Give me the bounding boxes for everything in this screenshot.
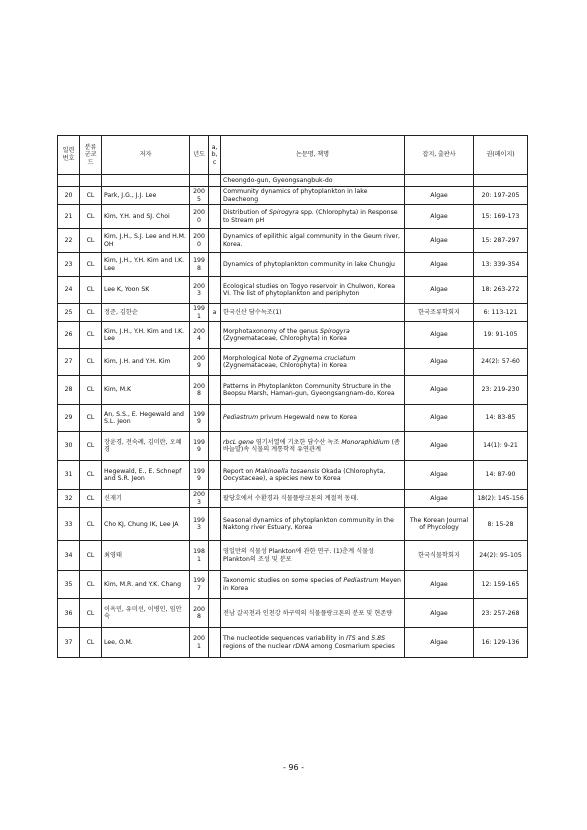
row-journal: Algae bbox=[405, 571, 474, 599]
table-header-row bbox=[58, 136, 528, 175]
row-no: 34 bbox=[58, 541, 80, 571]
row-no: 37 bbox=[58, 628, 80, 658]
header-abc: a, b, c bbox=[209, 136, 221, 175]
table-row bbox=[58, 571, 528, 599]
row-volume: 18: 263-272 bbox=[474, 277, 528, 304]
row-journal: Algae bbox=[405, 461, 474, 490]
row-taxon: CL bbox=[80, 541, 102, 571]
row-volume: 15: 169-173 bbox=[474, 205, 528, 229]
row-journal: Algae bbox=[405, 349, 474, 376]
row-title: Ecological studies on Togyo reservoir in Chulwon, Korea VI. The list of phytoplankton and periphyton bbox=[221, 277, 405, 304]
row-abc bbox=[209, 599, 221, 628]
row-year: 2009 bbox=[190, 349, 209, 376]
row-no: 36 bbox=[58, 599, 80, 628]
row-taxon: CL bbox=[80, 349, 102, 376]
row-taxon: CL bbox=[80, 229, 102, 253]
row-abc bbox=[209, 571, 221, 599]
row-title: 한국신산 담수녹조(1) bbox=[221, 304, 405, 322]
row-taxon: CL bbox=[80, 508, 102, 541]
header-author: 저자 bbox=[102, 136, 190, 175]
table-row bbox=[58, 205, 528, 229]
row-abc bbox=[209, 432, 221, 461]
row-author: Kim, J.H., S.J. Lee and H.M. OH bbox=[102, 229, 190, 253]
row-no: 25 bbox=[58, 304, 80, 322]
row-abc: a bbox=[209, 304, 221, 322]
row-taxon: CL bbox=[80, 205, 102, 229]
row-year: 2008 bbox=[190, 599, 209, 628]
row-journal: Algae bbox=[405, 322, 474, 349]
row-title: Taxonomic studies on some species of Pediastrum Meyen in Korea bbox=[221, 571, 405, 599]
row-year: 2000 bbox=[190, 229, 209, 253]
row-no: 22 bbox=[58, 229, 80, 253]
page-number: - 96 - bbox=[282, 763, 305, 772]
row-journal: Algae bbox=[405, 277, 474, 304]
row-abc bbox=[209, 229, 221, 253]
row-volume: 23: 257-268 bbox=[474, 599, 528, 628]
row-no: 35 bbox=[58, 571, 80, 599]
row-abc bbox=[209, 322, 221, 349]
row-taxon: CL bbox=[80, 304, 102, 322]
table-row bbox=[58, 490, 528, 508]
row-taxon: CL bbox=[80, 599, 102, 628]
row-taxon: CL bbox=[80, 187, 102, 205]
row-volume: 24(2): 57-60 bbox=[474, 349, 528, 376]
table-row bbox=[58, 277, 528, 304]
row-journal: Algae bbox=[405, 599, 474, 628]
table-row bbox=[58, 405, 528, 432]
row-volume: 15: 287-297 bbox=[474, 229, 528, 253]
row-abc bbox=[209, 205, 221, 229]
row-no: 29 bbox=[58, 405, 80, 432]
row-volume: 16: 129-136 bbox=[474, 628, 528, 658]
row-title: 팔당호에서 수환경과 식물플랑크톤의 계절적 동태. bbox=[221, 490, 405, 508]
row-journal: Algae bbox=[405, 376, 474, 405]
row-journal: 한국조류학회지 bbox=[405, 304, 474, 322]
row-volume: 14: 83-85 bbox=[474, 405, 528, 432]
row-author: Park, J.G., J.J. Lee bbox=[102, 187, 190, 205]
row-author: Kim, Y.H. and SJ. Choi bbox=[102, 205, 190, 229]
reference-table bbox=[57, 135, 528, 658]
table-row bbox=[58, 508, 528, 541]
header-no: 일련번호 bbox=[58, 136, 80, 175]
row-no: 21 bbox=[58, 205, 80, 229]
row-author: 정준, 김한순 bbox=[102, 304, 190, 322]
row-author: Kim, J.H., Y.H. Kim and I.K. Lee bbox=[102, 253, 190, 277]
row-year: 2001 bbox=[190, 628, 209, 658]
row-abc bbox=[209, 628, 221, 658]
row-abc bbox=[209, 490, 221, 508]
row-author: Kim, M.K bbox=[102, 376, 190, 405]
row-year: 1999 bbox=[190, 405, 209, 432]
row-title: Dynamics of epilithic algal community in the Geum river, Korea. bbox=[221, 229, 405, 253]
row-abc bbox=[209, 461, 221, 490]
row-journal: Algae bbox=[405, 187, 474, 205]
row-abc bbox=[209, 376, 221, 405]
row-year: 1991 bbox=[190, 304, 209, 322]
row-no: 30 bbox=[58, 432, 80, 461]
row-no: 26 bbox=[58, 322, 80, 349]
row-volume: 24(2): 95-105 bbox=[474, 541, 528, 571]
row-year: 1999 bbox=[190, 461, 209, 490]
row-taxon: CL bbox=[80, 322, 102, 349]
row-year: 2004 bbox=[190, 322, 209, 349]
row-volume: 14: 87-90 bbox=[474, 461, 528, 490]
row-volume: 19: 91-105 bbox=[474, 322, 528, 349]
row-abc bbox=[209, 187, 221, 205]
row-author: Kim, J.H. and Y.H. Kim bbox=[102, 349, 190, 376]
row-taxon: CL bbox=[80, 277, 102, 304]
row-author: Hegewald, E., E. Schnepf and S.R. Jeon bbox=[102, 461, 190, 490]
row-author: 신재기 bbox=[102, 490, 190, 508]
row-taxon: CL bbox=[80, 405, 102, 432]
header-title: 논문명, 책명 bbox=[221, 136, 405, 175]
table-row bbox=[58, 376, 528, 405]
row-title: Morphotaxonomy of the genus Spirogyra (Zygnemataceae, Chlorophyta) in Korea bbox=[221, 322, 405, 349]
row-title: rbcL gene 염기서열에 기초한 담수산 녹조 Monoraphidium (좀바늘말)속 식물의 계통학적 유연관계 bbox=[221, 432, 405, 461]
row-taxon: CL bbox=[80, 253, 102, 277]
row-title: Morphological Note of Zygnema cruciatum (Zygnemataceae, Chlorophyta) in Korea bbox=[221, 349, 405, 376]
row-title: Report on Makinoella tosaensis Okada (Chlorophyta, Oocystaceae), a species new to Korea bbox=[221, 461, 405, 490]
continuation-row bbox=[58, 175, 528, 187]
row-volume: 14(1): 9-21 bbox=[474, 432, 528, 461]
table-row bbox=[58, 187, 528, 205]
header-journal: 잡지, 출판사 bbox=[405, 136, 474, 175]
row-author: 이옥민, 유미선, 이병인, 임안숙 bbox=[102, 599, 190, 628]
row-title: Distribution of Spirogyra spp. (Chlorophyta) in Response to Stream pH bbox=[221, 205, 405, 229]
table-row bbox=[58, 322, 528, 349]
row-taxon: CL bbox=[80, 628, 102, 658]
row-title: Community dynamics of phytoplankton in lake Daecheong bbox=[221, 187, 405, 205]
row-journal: Algae bbox=[405, 432, 474, 461]
row-taxon: CL bbox=[80, 376, 102, 405]
row-year: 1999 bbox=[190, 432, 209, 461]
row-journal: 한국식물학회지 bbox=[405, 541, 474, 571]
row-author: Kim, J.H., Y.H. Kim and I.K. Lee bbox=[102, 322, 190, 349]
row-abc bbox=[209, 277, 221, 304]
row-title: Dynamics of phytoplankton community in lake Chungju bbox=[221, 253, 405, 277]
row-title: Pediastrum privum Hegewald new to Korea bbox=[221, 405, 405, 432]
row-title: 전남 갈곡천과 인천강 하구역의 식물플랑크톤의 분포 및 현존량 bbox=[221, 599, 405, 628]
header-year: 년도 bbox=[190, 136, 209, 175]
row-no: 27 bbox=[58, 349, 80, 376]
row-title: 영일만의 식물성 Plankton에 관한 연구. (1)춘계 식물성 Plankton의 조성 및 분포 bbox=[221, 541, 405, 571]
continuation-text: Cheongdo-gun, Gyeongsangbuk-do bbox=[221, 175, 405, 187]
table-row bbox=[58, 304, 528, 322]
row-taxon: CL bbox=[80, 490, 102, 508]
row-author: 최영태 bbox=[102, 541, 190, 571]
table-row bbox=[58, 628, 528, 658]
row-year: 1998 bbox=[190, 253, 209, 277]
row-year: 2003 bbox=[190, 490, 209, 508]
table-row bbox=[58, 253, 528, 277]
row-journal: Algae bbox=[405, 405, 474, 432]
row-title: Seasonal dynamics of phytoplankton community in the Naktong river Estuary, Korea bbox=[221, 508, 405, 541]
row-taxon: CL bbox=[80, 432, 102, 461]
header-volume: 권(페이지) bbox=[474, 136, 528, 175]
row-author: An, S.S., E. Hegewald and S.L. Jeon bbox=[102, 405, 190, 432]
row-volume: 6: 113-121 bbox=[474, 304, 528, 322]
row-no: 32 bbox=[58, 490, 80, 508]
row-journal: Algae bbox=[405, 490, 474, 508]
row-author: 장윤경, 전숙례, 김미란, 오혜경 bbox=[102, 432, 190, 461]
row-year: 1981 bbox=[190, 541, 209, 571]
header-taxon: 분류군코드 bbox=[80, 136, 102, 175]
row-no: 23 bbox=[58, 253, 80, 277]
row-journal: Algae bbox=[405, 628, 474, 658]
row-year: 2003 bbox=[190, 277, 209, 304]
row-taxon: CL bbox=[80, 461, 102, 490]
row-year: 2000 bbox=[190, 205, 209, 229]
row-title: Patterns in Phytoplankton Community Structure in the Beopsu Marsh, Haman-gun, Gyeongsangnam-do, Korea bbox=[221, 376, 405, 405]
table-row bbox=[58, 229, 528, 253]
row-journal: Algae bbox=[405, 253, 474, 277]
row-author: Cho KJ, Chung IK, Lee JA bbox=[102, 508, 190, 541]
row-year: 2005 bbox=[190, 187, 209, 205]
row-abc bbox=[209, 508, 221, 541]
row-volume: 13: 339-354 bbox=[474, 253, 528, 277]
row-author: Lee K, Yoon SK bbox=[102, 277, 190, 304]
row-year: 1997 bbox=[190, 571, 209, 599]
table-row bbox=[58, 461, 528, 490]
row-author: Lee, O.M. bbox=[102, 628, 190, 658]
table-row bbox=[58, 541, 528, 571]
table-row bbox=[58, 432, 528, 461]
row-abc bbox=[209, 405, 221, 432]
table-row bbox=[58, 599, 528, 628]
table-row bbox=[58, 349, 528, 376]
row-journal: Algae bbox=[405, 229, 474, 253]
row-year: 1993 bbox=[190, 508, 209, 541]
row-title: The nucleotide sequences variability in ITS and 5.8S regions of the nuclear rDNA among Cosmarium species bbox=[221, 628, 405, 658]
row-volume: 12: 159-165 bbox=[474, 571, 528, 599]
row-volume: 20: 197-205 bbox=[474, 187, 528, 205]
row-no: 31 bbox=[58, 461, 80, 490]
row-abc bbox=[209, 349, 221, 376]
row-volume: 8: 15-28 bbox=[474, 508, 528, 541]
row-abc bbox=[209, 541, 221, 571]
row-no: 20 bbox=[58, 187, 80, 205]
row-volume: 23: 219-230 bbox=[474, 376, 528, 405]
row-taxon: CL bbox=[80, 571, 102, 599]
row-author: Kim, M.R. and Y.K. Chang bbox=[102, 571, 190, 599]
row-no: 28 bbox=[58, 376, 80, 405]
row-journal: The Korean Journal of Phycology bbox=[405, 508, 474, 541]
row-no: 33 bbox=[58, 508, 80, 541]
row-abc bbox=[209, 253, 221, 277]
row-journal: Algae bbox=[405, 205, 474, 229]
row-volume: 18(2): 145-156 bbox=[474, 490, 528, 508]
row-year: 2008 bbox=[190, 376, 209, 405]
row-no: 24 bbox=[58, 277, 80, 304]
